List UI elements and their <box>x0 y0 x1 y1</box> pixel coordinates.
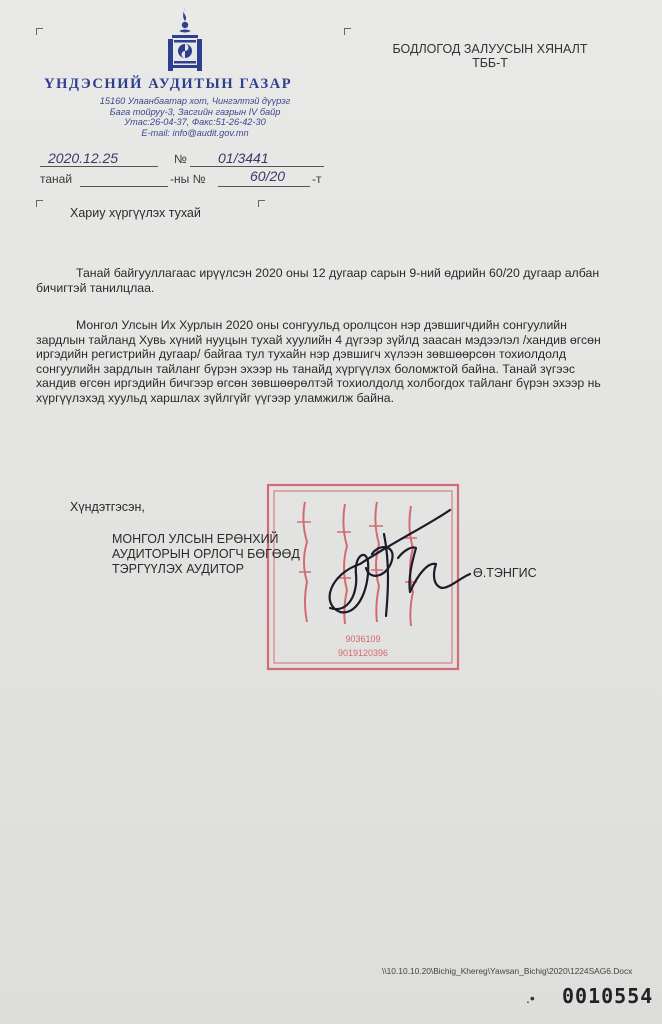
address-line: Утас:26-04-37, Факс:51-26-42-30 <box>124 117 266 128</box>
letter-subject: Хариу хүргүүлэх тухай <box>70 206 201 220</box>
organization-address <box>95 96 295 138</box>
yours-label: танай <box>40 172 73 186</box>
stamp-number: 9036109 <box>345 634 381 644</box>
handwritten-signature <box>300 504 490 624</box>
body-paragraph: Монгол Улсын Их Хурлын 2020 оны сонгуульд оролцсон нэр дэвшигчдийн сонгуулийн зардлын тайланд Хувь хүний нууцын тухай хуулийн 4 дүгээр зүйлд заасан мэдээлэл /хандив өгсөн иргэдийн регистрийн дугаар/ байгаа тул тухайн нэр дэвшигч хүлээн зөвшөөрсөн тохиолдолд сонгуулийн зардлын тайланг бүрэн эхээр нь танайд хүргүүлэх боломжтой байна. Танай зүгээс хандив өгсөн иргэдийн бичгээр өгсөн зөвшөөрөлтэй тохиолдолд холбогдох тайланг бүрэн эхээр нь хүргүүлэхэд хуульд харшлах зүйлгүйг үүгээр уламжилж байна. <box>36 318 601 405</box>
corner-mark <box>36 28 43 35</box>
corner-mark <box>36 200 43 207</box>
signatory-title-line: ТЭРГҮҮЛЭХ АУДИТОР <box>112 562 244 576</box>
signatory-name: Ө.ТЭНГИС <box>473 566 537 580</box>
yours-number-label: -ны № <box>170 172 206 186</box>
address-line: Бага тойруу-3, Засгийн газрын IV байр <box>109 106 281 117</box>
corner-mark <box>344 28 351 35</box>
document-meta <box>40 150 340 192</box>
organization-name: ҮНДЭСНИЙ АУДИТЫН ГАЗАР <box>44 76 293 92</box>
stamp-number: 9019120396 <box>337 648 389 658</box>
number-label: № <box>174 152 187 166</box>
reference-suffix: -т <box>312 172 322 186</box>
recipient-line: БОДЛОГОД ЗАЛУУСЫН ХЯНАЛТ <box>392 42 588 56</box>
address-line: E-mail: info@audit.gov.mn <box>141 127 249 138</box>
recipient-line: ТББ-Т <box>472 56 508 70</box>
address-line: 15160 Улаанбаатар хот, Чингэлтэй дүүрэг <box>99 96 291 106</box>
closing-salutation: Хүндэтгэсэн, <box>70 500 145 514</box>
document-number: 01/3441 <box>218 150 269 166</box>
mark-dot: .• <box>526 990 535 1006</box>
document-date: 2020.12.25 <box>48 150 119 166</box>
recipient-block <box>355 42 625 70</box>
soyombo-emblem-icon <box>162 6 208 74</box>
file-path: \\10.10.10.20\Bichig_Khereg\Yawsan_Bichig\2020\1224SAG6.Docx <box>382 966 633 976</box>
signatory-title <box>112 532 300 577</box>
signatory-title-line: АУДИТОРЫН ОРЛОГЧ БӨГӨӨД <box>112 547 300 561</box>
body-paragraph: Танай байгууллагаас ирүүлсэн 2020 оны 12 дугаар сарын 9-ний өдрийн 60/20 дугаар албан бичигтэй танилцлаа. <box>36 266 600 295</box>
serial-number: 0010554 <box>562 984 654 1008</box>
signatory-title-line: МОНГОЛ УЛСЫН ЕРӨНХИЙ <box>112 532 279 546</box>
corner-mark <box>258 200 265 207</box>
reference-number: 60/20 <box>250 168 286 184</box>
